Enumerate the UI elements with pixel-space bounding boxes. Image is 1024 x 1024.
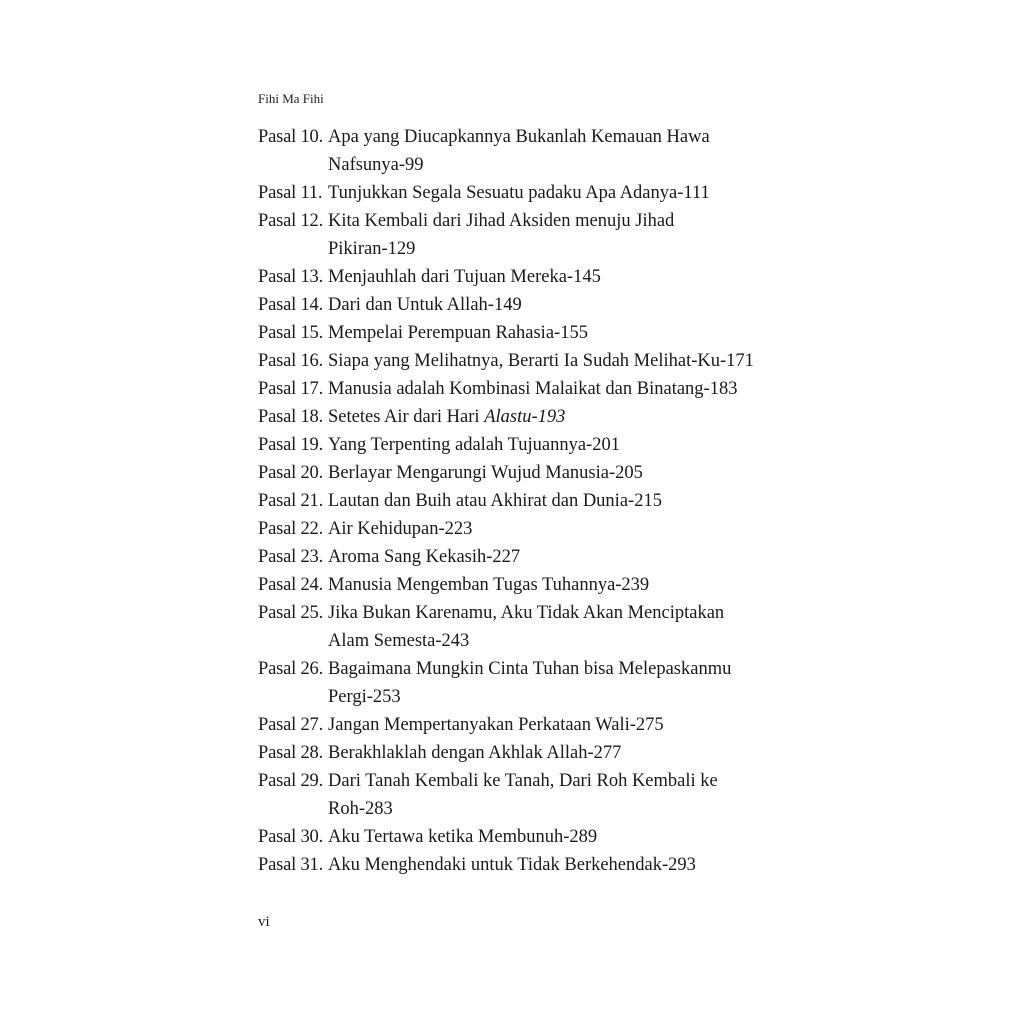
chapter-title bbox=[328, 711, 798, 739]
toc-entry bbox=[258, 655, 798, 711]
running-header: Fihi Ma Fihi bbox=[258, 91, 324, 106]
chapter-title bbox=[328, 431, 798, 459]
chapter-title-text: Setetes Air dari Hari bbox=[328, 407, 485, 427]
chapter-label: Pasal 18. bbox=[258, 407, 324, 427]
toc-entry bbox=[258, 851, 798, 879]
chapter-title-text: Yang Terpenting adalah Tujuannya-201 bbox=[328, 435, 620, 455]
chapter-label: Pasal 30. bbox=[258, 827, 324, 847]
toc-entry bbox=[258, 571, 798, 599]
chapter-title-line bbox=[328, 459, 798, 487]
chapter-title-text: Manusia adalah Kombinasi Malaikat dan Binatang-183 bbox=[328, 379, 738, 399]
chapter-title-line bbox=[328, 515, 798, 543]
toc-entry bbox=[258, 179, 798, 207]
chapter-label: Pasal 13. bbox=[258, 267, 324, 287]
chapter-title bbox=[328, 403, 798, 431]
chapter-title bbox=[328, 543, 798, 571]
chapter-title-line bbox=[328, 543, 798, 571]
chapter-title-line bbox=[328, 739, 798, 767]
toc-entry bbox=[258, 375, 798, 403]
chapter-title-line bbox=[328, 263, 798, 291]
chapter-title-line bbox=[328, 823, 798, 851]
chapter-label: Pasal 17. bbox=[258, 379, 324, 399]
chapter-title-line bbox=[328, 487, 798, 515]
chapter-label: Pasal 21. bbox=[258, 491, 324, 511]
chapter-label: Pasal 14. bbox=[258, 295, 324, 315]
toc-entry bbox=[258, 263, 798, 291]
chapter-label: Pasal 24. bbox=[258, 575, 324, 595]
chapter-title bbox=[328, 459, 798, 487]
chapter-title bbox=[328, 207, 798, 263]
toc-entry bbox=[258, 431, 798, 459]
toc-entry bbox=[258, 599, 798, 655]
chapter-title-line bbox=[328, 347, 798, 375]
chapter-title-line bbox=[328, 711, 798, 739]
chapter-title-text: Aroma Sang Kekasih-227 bbox=[328, 547, 521, 567]
chapter-label: Pasal 12. bbox=[258, 211, 324, 231]
chapter-title-text: Berlayar Mengarungi Wujud Manusia-205 bbox=[328, 463, 643, 483]
toc-entry bbox=[258, 459, 798, 487]
chapter-title-text: Nafsunya-99 bbox=[328, 155, 424, 175]
chapter-title-text: Jangan Mempertanyakan Perkataan Wali-275 bbox=[328, 715, 664, 735]
chapter-title-text: Jika Bukan Karenamu, Aku Tidak Akan Menciptakan bbox=[328, 603, 725, 623]
chapter-label: Pasal 27. bbox=[258, 715, 324, 735]
chapter-title bbox=[328, 263, 798, 291]
toc-entry bbox=[258, 711, 798, 739]
chapter-title-line bbox=[328, 207, 798, 235]
chapter-title-line bbox=[328, 123, 798, 151]
chapter-title-text: Dari dan Untuk Allah-149 bbox=[328, 295, 522, 315]
chapter-title-text: Manusia Mengemban Tugas Tuhannya-239 bbox=[328, 575, 650, 595]
table-of-contents bbox=[258, 123, 798, 879]
chapter-title bbox=[328, 123, 798, 179]
chapter-title-line bbox=[328, 375, 798, 403]
chapter-label: Pasal 25. bbox=[258, 603, 324, 623]
chapter-title-line bbox=[328, 767, 798, 795]
chapter-label: Pasal 28. bbox=[258, 743, 324, 763]
chapter-label: Pasal 22. bbox=[258, 519, 324, 539]
toc-entry bbox=[258, 487, 798, 515]
chapter-title-line bbox=[328, 851, 798, 879]
toc-entry bbox=[258, 767, 798, 823]
chapter-title bbox=[328, 571, 798, 599]
chapter-title-line bbox=[328, 403, 798, 431]
chapter-title-text: Roh-283 bbox=[328, 799, 393, 819]
chapter-title-line bbox=[328, 627, 798, 655]
chapter-title-line bbox=[328, 795, 798, 823]
chapter-title bbox=[328, 655, 798, 711]
chapter-title-line bbox=[328, 599, 798, 627]
chapter-title bbox=[328, 319, 798, 347]
chapter-title-text: Bagaimana Mungkin Cinta Tuhan bisa Melepaskanmu bbox=[328, 659, 732, 679]
chapter-title-text: Kita Kembali dari Jihad Aksiden menuju Jihad bbox=[328, 211, 675, 231]
chapter-label: Pasal 16. bbox=[258, 351, 324, 371]
chapter-title bbox=[328, 515, 798, 543]
chapter-title-text: Siapa yang Melihatnya, Berarti Ia Sudah Melihat-Ku-171 bbox=[328, 351, 754, 371]
chapter-title-text: Pergi-253 bbox=[328, 687, 401, 707]
chapter-title-line bbox=[328, 683, 798, 711]
page-number: vi bbox=[258, 914, 270, 930]
chapter-title-text: Aku Tertawa ketika Membunuh-289 bbox=[328, 827, 598, 847]
toc-entry bbox=[258, 319, 798, 347]
chapter-title-line bbox=[328, 179, 798, 207]
chapter-title-line bbox=[328, 571, 798, 599]
chapter-title bbox=[328, 823, 798, 851]
chapter-label: Pasal 26. bbox=[258, 659, 324, 679]
chapter-title bbox=[328, 487, 798, 515]
toc-entry bbox=[258, 403, 798, 431]
chapter-title bbox=[328, 347, 798, 375]
toc-entry bbox=[258, 515, 798, 543]
chapter-title bbox=[328, 599, 798, 655]
chapter-title-line bbox=[328, 151, 798, 179]
chapter-title bbox=[328, 375, 798, 403]
chapter-title-text: Menjauhlah dari Tujuan Mereka-145 bbox=[328, 267, 601, 287]
chapter-title-text: Apa yang Diucapkannya Bukanlah Kemauan Hawa bbox=[328, 127, 710, 147]
chapter-title-text: Alam Semesta-243 bbox=[328, 631, 470, 651]
chapter-title-text: Tunjukkan Segala Sesuatu padaku Apa Adanya-111 bbox=[328, 183, 710, 203]
chapter-title-text: Aku Menghendaki untuk Tidak Berkehendak-293 bbox=[328, 855, 696, 875]
chapter-label: Pasal 10. bbox=[258, 127, 324, 147]
chapter-label: Pasal 23. bbox=[258, 547, 324, 567]
toc-entry bbox=[258, 291, 798, 319]
chapter-title-text: Air Kehidupan-223 bbox=[328, 519, 473, 539]
chapter-label: Pasal 20. bbox=[258, 463, 324, 483]
chapter-title-text: Berakhlaklah dengan Akhlak Allah-277 bbox=[328, 743, 622, 763]
chapter-title bbox=[328, 179, 798, 207]
chapter-title bbox=[328, 767, 798, 823]
chapter-label: Pasal 31. bbox=[258, 855, 324, 875]
chapter-label: Pasal 11. bbox=[258, 183, 323, 203]
chapter-title-text: Lautan dan Buih atau Akhirat dan Dunia-215 bbox=[328, 491, 662, 511]
toc-entry bbox=[258, 739, 798, 767]
chapter-title-text: Dari Tanah Kembali ke Tanah, Dari Roh Kembali ke bbox=[328, 771, 718, 791]
chapter-title-line bbox=[328, 431, 798, 459]
toc-entry bbox=[258, 207, 798, 263]
chapter-title bbox=[328, 739, 798, 767]
toc-entry bbox=[258, 823, 798, 851]
toc-entry bbox=[258, 543, 798, 571]
toc-entry bbox=[258, 347, 798, 375]
chapter-label: Pasal 15. bbox=[258, 323, 324, 343]
chapter-title-line bbox=[328, 655, 798, 683]
toc-entry bbox=[258, 123, 798, 179]
chapter-title-text: Pikiran-129 bbox=[328, 239, 416, 259]
chapter-title bbox=[328, 291, 798, 319]
chapter-label: Pasal 29. bbox=[258, 771, 324, 791]
chapter-title-text: Mempelai Perempuan Rahasia-155 bbox=[328, 323, 588, 343]
chapter-label: Pasal 19. bbox=[258, 435, 324, 455]
chapter-title-line bbox=[328, 291, 798, 319]
chapter-title-line bbox=[328, 319, 798, 347]
chapter-title-line bbox=[328, 235, 798, 263]
chapter-title-italic: Alastu-193 bbox=[484, 407, 566, 427]
chapter-title bbox=[328, 851, 798, 879]
